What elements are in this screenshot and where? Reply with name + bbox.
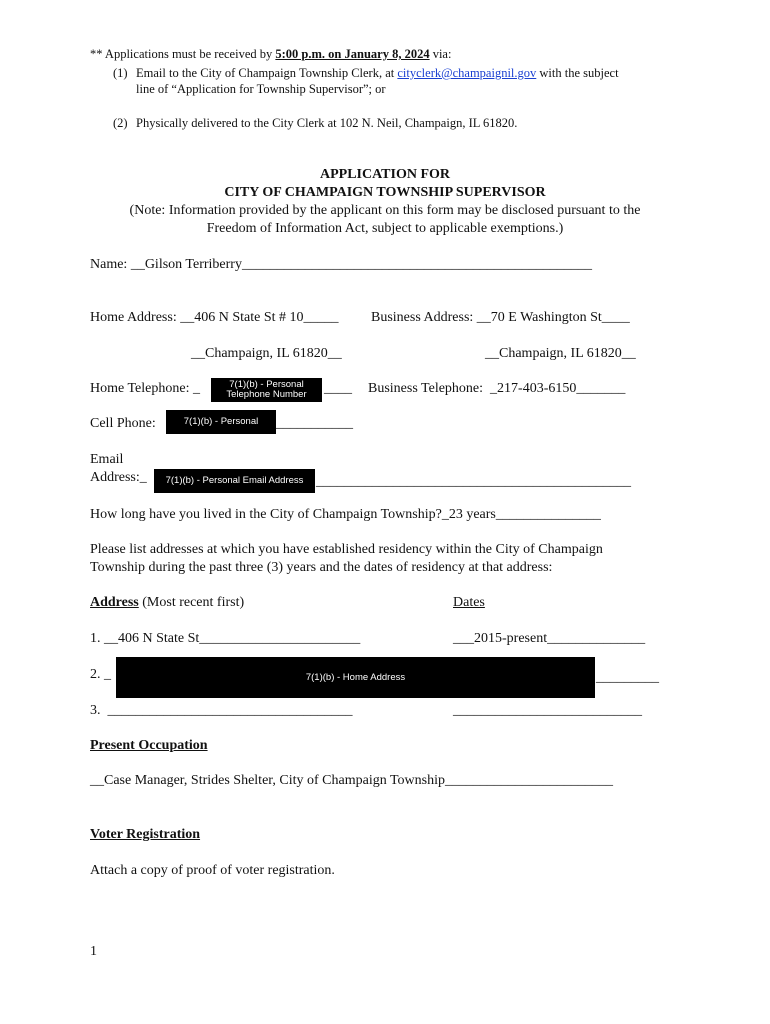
voter-registration-text: Attach a copy of proof of voter registration.	[90, 863, 335, 878]
residency-row-2-tail: _________	[596, 670, 659, 685]
residency-row-3-dates: ___________________________	[453, 703, 642, 718]
residency-row-3-address: 3. ___________________________________	[90, 703, 353, 718]
business-address-field: Business Address: __70 E Washington St____	[371, 310, 630, 325]
cell-phone-label: Cell Phone:	[90, 416, 156, 431]
residency-instructions: Please list addresses at which you have established residency within the City of Champaign	[90, 542, 603, 557]
email-label: Email	[90, 452, 124, 467]
email-redaction: 7(1)(b) - Personal Email Address	[154, 469, 315, 493]
occupation-header: Present Occupation	[90, 738, 208, 753]
occupation-field: __Case Manager, Strides Shelter, City of Champaign Township________________________	[90, 773, 613, 788]
business-telephone-field: Business Telephone: _217-403-6150_______	[368, 381, 626, 396]
email-tail: _____________________________________________	[316, 474, 631, 489]
home-address-field: Home Address: __406 N State St # 10_____	[90, 310, 339, 325]
home-address-redaction: 7(1)(b) - Home Address	[116, 657, 595, 698]
disclosure-note: (Note: Information provided by the applicant on this form may be disclosed pursuant to the	[129, 203, 641, 218]
option-1-number: (1)	[113, 66, 128, 80]
name-field: Name: __Gilson Terriberry__________________________________________________	[90, 257, 592, 272]
business-address-city: __Champaign, IL 61820__	[485, 346, 636, 361]
option-2-number: (2)	[113, 116, 128, 130]
notice-intro: ** Applications must be received by 5:00 p.m. on January 8, 2024 via:	[90, 47, 452, 61]
home-telephone-tail: ____	[324, 381, 352, 396]
page-number: 1	[90, 944, 97, 959]
residency-instructions-line2: Township during the past three (3) years and the dates of residency at that address:	[90, 560, 553, 575]
residency-row-2-number: 2. _	[90, 667, 111, 682]
option-2-text: Physically delivered to the City Clerk at 102 N. Neil, Champaign, IL 61820.	[136, 116, 518, 130]
residency-row-1-dates: ___2015-present______________	[453, 631, 646, 646]
home-address-city: __Champaign, IL 61820__	[191, 346, 342, 361]
clerk-email-link[interactable]: cityclerk@champaignil.gov	[397, 66, 537, 80]
dates-column-header: Dates	[453, 595, 485, 610]
title-line1: APPLICATION FOR	[319, 167, 451, 182]
email-label-line2: Address:_	[90, 470, 147, 485]
residency-row-1-address: 1. __406 N State St_______________________	[90, 631, 361, 646]
cell-phone-tail: ___________	[276, 416, 353, 431]
years-lived-field: How long have you lived in the City of Champaign Township?_23 years_______________	[90, 507, 601, 522]
option-1-text-line2: line of “Application for Township Supervisor”; or	[136, 82, 386, 96]
disclosure-note-line2: Freedom of Information Act, subject to applicable exemptions.)	[206, 221, 564, 236]
deadline: 5:00 p.m. on January 8, 2024	[275, 47, 430, 61]
home-telephone-redaction: 7(1)(b) - Personal Telephone Number	[211, 378, 322, 402]
title-line2: CITY OF CHAMPAIGN TOWNSHIP SUPERVISOR	[224, 185, 546, 200]
option-1-text: Email to the City of Champaign Township Clerk, at cityclerk@champaignil.gov with the subject	[136, 66, 619, 80]
cell-phone-redaction: 7(1)(b) - Personal	[166, 410, 276, 434]
voter-registration-header: Voter Registration	[90, 827, 201, 842]
home-telephone-label: Home Telephone: _	[90, 381, 200, 396]
address-column-header: Address (Most recent first)	[90, 595, 245, 610]
